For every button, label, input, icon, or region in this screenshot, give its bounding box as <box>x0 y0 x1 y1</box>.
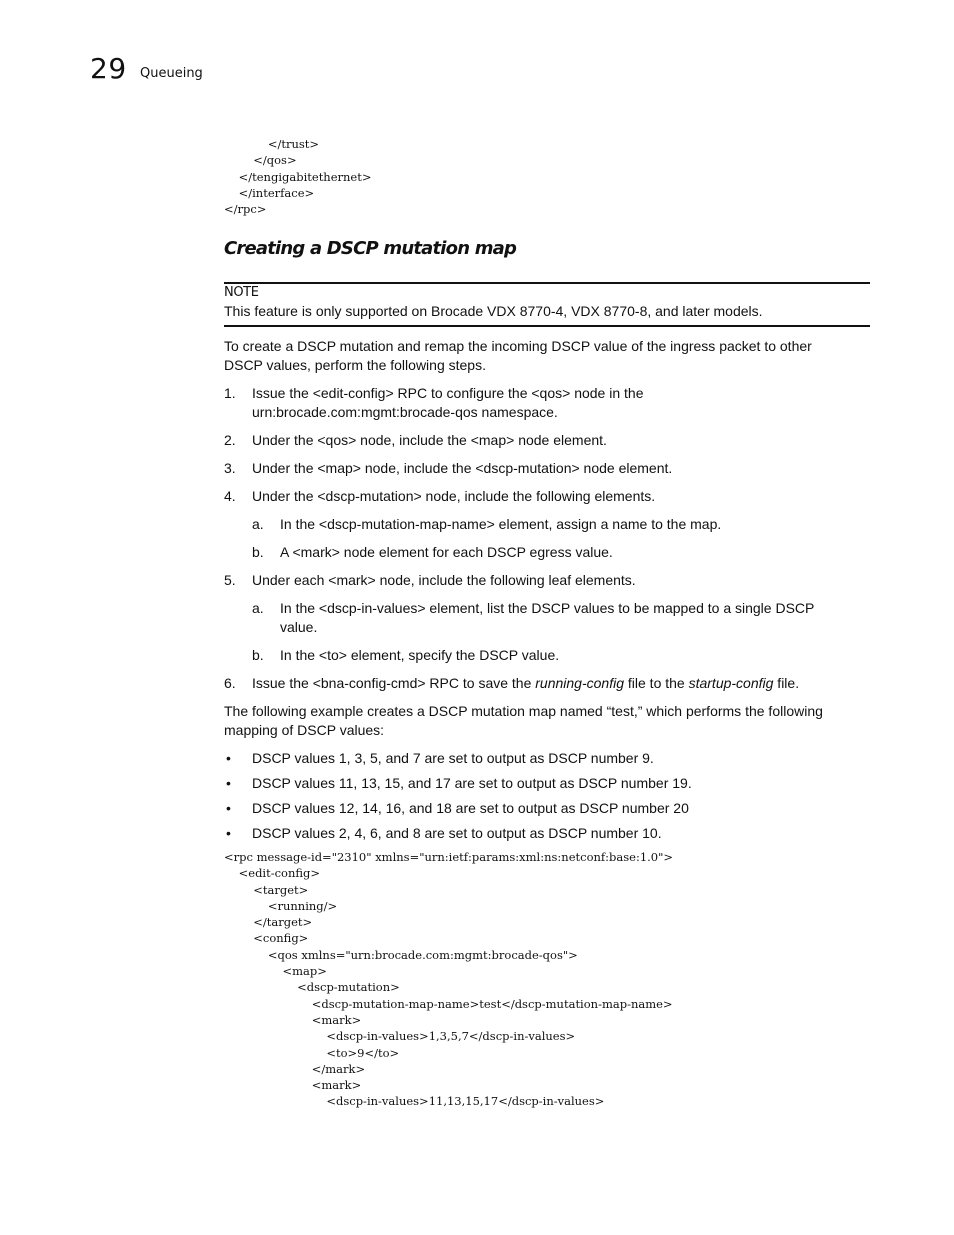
step-4b-text: A <mark> node element for each DSCP egress value. <box>280 544 613 560</box>
step-5a-line-1: In the <dscp-in-values> element, list the DSCP values to be mapped to a single DSCP <box>280 600 815 616</box>
code-block-example: <rpc message-id="2310" xmlns="urn:ietf:params:xml:ns:netconf:base:1.0"> <edit-config> <target> <running/> </target> <config> <qos xmlns="urn:brocade.com:mgmt:brocade-qos"> <map> <dscp-mutation> <dscp-mutation-map-name>test</dscp-mutation-map-name> <mark> <dscp-in-values>1,3,5,7</dscp-in-values> <to>9</to> </mark> <mark> <dscp-in-values>11,13,15,17</dscp-in-values> <box>224 850 674 1109</box>
bullet-marker: • <box>226 750 231 766</box>
example-line-2: mapping of DSCP values: <box>224 722 385 738</box>
step-3-number: 3. <box>224 460 236 476</box>
bullet-item: DSCP values 1, 3, 5, and 7 are set to output as DSCP number 9. <box>252 750 654 766</box>
intro-line-2: DSCP values, perform the following steps. <box>224 357 486 373</box>
step-4a-letter: a. <box>252 516 264 532</box>
bullet-item: DSCP values 12, 14, 16, and 18 are set to output as DSCP number 20 <box>252 800 689 816</box>
startup-config-term: startup-config <box>688 675 774 691</box>
note-bottom-rule <box>224 325 870 327</box>
note-top-rule <box>224 282 870 284</box>
step-5-number: 5. <box>224 572 236 588</box>
section-heading: Creating a DSCP mutation map <box>224 238 517 259</box>
code-block-top: </trust> </qos> </tengigabitethernet> </interface> </rpc> <box>224 137 372 217</box>
step-1-number: 1. <box>224 385 236 401</box>
step-2-text: Under the <qos> node, include the <map> node element. <box>252 432 607 448</box>
step-4-text: Under the <dscp-mutation> node, include the following elements. <box>252 488 656 504</box>
step-6-number: 6. <box>224 675 236 691</box>
step-1-line-1: Issue the <edit-config> RPC to configure the <qos> node in the <box>252 385 644 401</box>
step-5-text: Under each <mark> node, include the following leaf elements. <box>252 572 636 588</box>
step-1-line-2: urn:brocade.com:mgmt:brocade-qos namespace. <box>252 404 558 420</box>
step-3-text: Under the <map> node, include the <dscp-mutation> node element. <box>252 460 673 476</box>
step-5b-text: In the <to> element, specify the DSCP value. <box>280 647 560 663</box>
step-6-part-3: file. <box>773 675 800 691</box>
intro-line-1: To create a DSCP mutation and remap the incoming DSCP value of the ingress packet to other <box>224 338 812 354</box>
bullet-marker: • <box>226 825 231 841</box>
bullet-item: DSCP values 11, 13, 15, and 17 are set to output as DSCP number 19. <box>252 775 692 791</box>
note-text: This feature is only supported on Brocade VDX 8770-4, VDX 8770-8, and later models. <box>224 303 763 319</box>
chapter-title: Queueing <box>140 66 203 81</box>
note-label: NOTE <box>224 285 259 300</box>
step-2-number: 2. <box>224 432 236 448</box>
example-line-1: The following example creates a DSCP mutation map named “test,” which performs the following <box>224 703 823 719</box>
bullet-item: DSCP values 2, 4, 6, and 8 are set to output as DSCP number 10. <box>252 825 662 841</box>
bullet-marker: • <box>226 800 231 816</box>
bullet-marker: • <box>226 775 231 791</box>
step-6-part-1: Issue the <bna-config-cmd> RPC to save the <box>252 675 536 691</box>
step-4b-letter: b. <box>252 544 264 560</box>
step-5b-letter: b. <box>252 647 264 663</box>
step-6-text <box>252 674 799 693</box>
step-4a-text: In the <dscp-mutation-map-name> element, assign a name to the map. <box>280 516 722 532</box>
running-config-term: running-config <box>535 675 624 691</box>
step-5a-line-2: value. <box>280 619 318 635</box>
step-4-number: 4. <box>224 488 236 504</box>
step-5a-letter: a. <box>252 600 264 616</box>
chapter-number: 29 <box>90 52 127 85</box>
step-6-part-2: file to the <box>624 675 689 691</box>
